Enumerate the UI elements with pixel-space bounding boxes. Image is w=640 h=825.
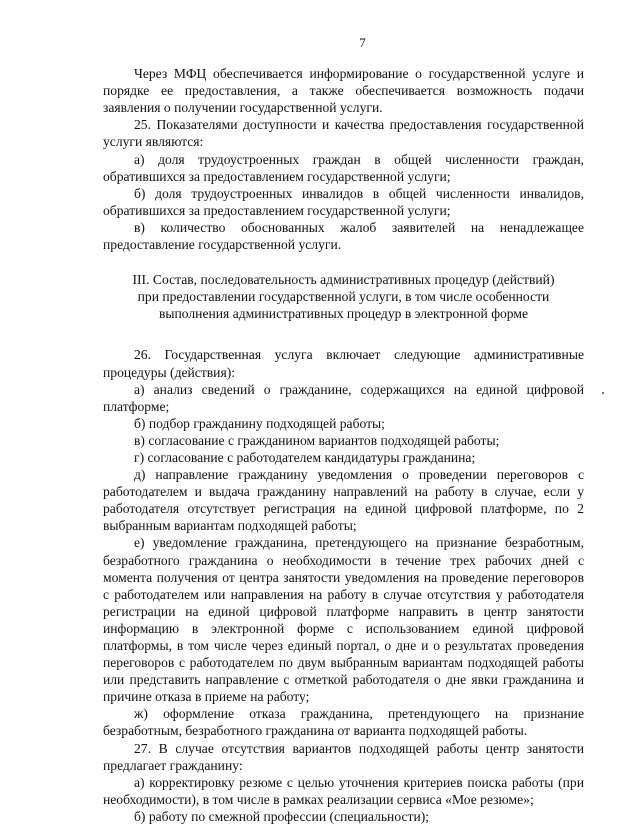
paragraph-26-b: б) подбор гражданину подходящей работы; — [134, 415, 385, 431]
paragraph-26-g: г) согласование с работодателем кандидатуры гражданина; — [134, 449, 476, 465]
section-heading-line: III. Состав, последовательность административных процедур (действий) — [132, 272, 555, 288]
paragraphs-bottom — [103, 346, 584, 825]
paragraph-26-v: в) согласование с гражданином вариантов подходящей работы; — [134, 432, 500, 448]
section-heading-line: выполнения административных процедур в электронной форме — [158, 306, 529, 322]
paragraph-mfc-info: Через МФЦ обеспечивается информирование о государственной услуге и порядке ее предоставления, а также обеспечивается возможность подачи заявления о получении государственной услуги. — [103, 66, 584, 116]
section-heading-line: при предоставлении государственной услуги, в том числе особенности — [137, 289, 550, 305]
page-number: 7 — [359, 35, 366, 50]
paragraph-26-zh: ж) оформление отказа гражданина, претендующего на признание безработным, безработного гражданина от варианта подходящей работы. — [103, 706, 584, 739]
scan-speck — [602, 392, 604, 394]
paragraph-26-d: д) направление гражданину уведомления о проведении переговоров с работодателем и выдача гражданину направлений на работу в случае, если у работодателя отсутствует регистрация на единой цифровой платформе, по 2 выбранным вариантам подходящей работы; — [103, 467, 584, 534]
paragraph-25: 25. Показателями доступности и качества предоставления государственной услуги являются: — [103, 117, 584, 150]
section-heading — [103, 271, 584, 322]
paragraph-26-a: а) анализ сведений о гражданине, содержащихся на единой цифровой платформе; — [103, 381, 584, 414]
paragraph-25-b: б) доля трудоустроенных инвалидов в общей численности инвалидов, обратившихся за предоставлением государственной услуги; — [103, 185, 584, 218]
paragraph-26: 26. Государственная услуга включает следующие административные процедуры (действия): — [103, 347, 584, 380]
paragraphs-top — [103, 65, 584, 253]
paragraph-27: 27. В случае отсутствия вариантов подходящей работы центр занятости предлагает гражданину: — [103, 740, 584, 773]
paragraph-27-b: б) работу по смежной профессии (специальности); — [134, 808, 430, 824]
paragraph-26-e: е) уведомление гражданина, претендующего на признание безработным, безработного гражданина о необходимости в течение трех рабочих дней с момента получения от центра занятости уведомления на проведение переговоров с работодателем или направления на работу в случае отсутствия у работодателя регистрации на единой цифровой платформе направить в центр занятости информацию в электронной форме с использованием единой цифровой платформы, в том числе через единый портал, о дне и о результатах проведения переговоров с работодателем по двум выбранным вариантам подходящей работы или представить направление с отметкой работодателя о дне явки гражданина и причине отказа в приеме на работу; — [103, 535, 584, 705]
paragraph-27-a: а) корректировку резюме с целью уточнения критериев поиска работы (при необходимости), в том числе в рамках реализации сервиса «Мое резюме»; — [103, 774, 584, 807]
paragraph-25-a: а) доля трудоустроенных граждан в общей численности граждан, обратившихся за предоставлением государственной услуги; — [103, 151, 584, 184]
paragraph-25-v: в) количество обоснованных жалоб заявителей на ненадлежащее предоставление государственной услуги. — [103, 219, 584, 253]
